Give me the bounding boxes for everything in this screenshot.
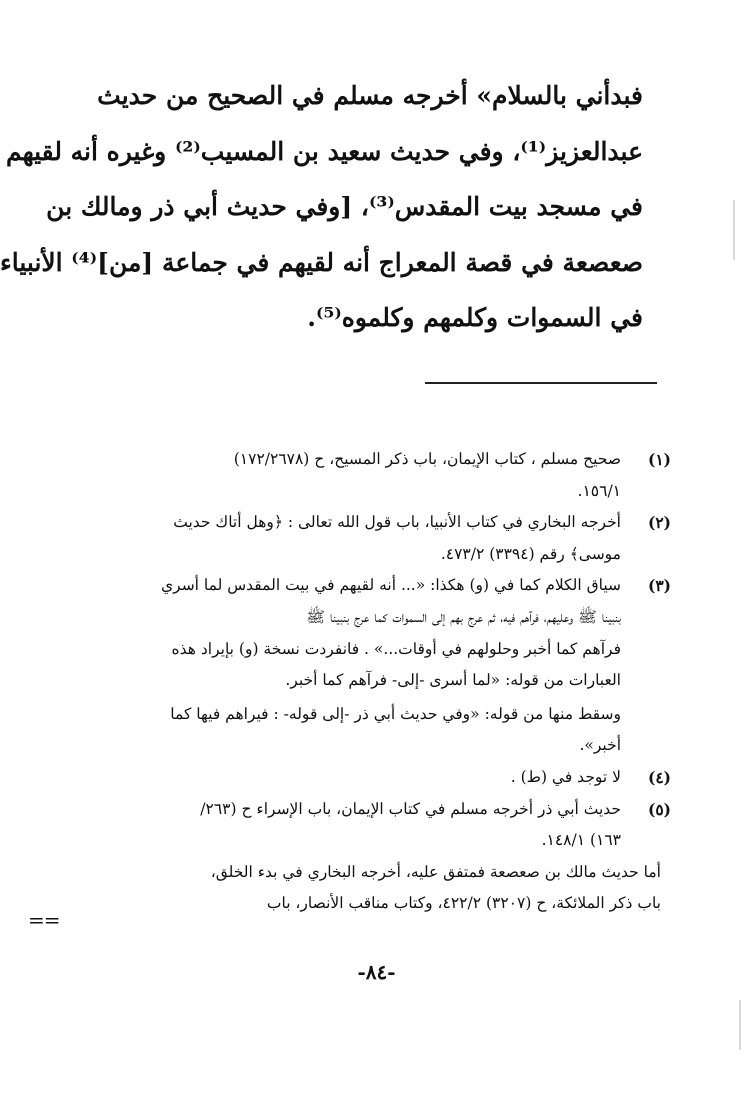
- footnote-4: [83, 762, 671, 794]
- footnote-continuation: [83, 857, 671, 920]
- footnote-1: [83, 444, 671, 507]
- main-text-line: في السموات وكلمهم وكلموه⁽⁵⁾.: [307, 303, 643, 332]
- footnote-line: العبارات من قوله: «لما أسرى -إلى- فرآهم كما أخبر.: [285, 671, 621, 690]
- continuation-line: أما حديث مالك بن صعصعة فمتفق عليه، أخرجه البخاري في بدء الخلق،: [210, 862, 661, 881]
- footnotes: [83, 444, 671, 920]
- continuation-marker: ==: [28, 908, 60, 932]
- footnote-line: موسى﴾ رقم (٣٣٩٤) ٤٧٣/٢.: [440, 544, 621, 563]
- scan-edge-mark: [733, 200, 735, 260]
- footnote-line: أخرجه البخاري في كتاب الأنبيا، باب قول الله تعالى : ﴿وهل أتاك حديث: [173, 513, 621, 532]
- footnote-line: سياق الكلام كما في (و) هكذا: «... أنه لقيهم في بيت المقدس لما أسري: [161, 576, 621, 595]
- main-text: [0, 68, 643, 346]
- footnote-line: لا توجد في (ط) .: [510, 767, 621, 786]
- footnote-line: أخبر».: [579, 736, 621, 755]
- main-text-line: فبدأني بالسلام» أخرجه مسلم في الصحيح من حديث: [97, 81, 643, 110]
- main-text-line: عبدالعزيز⁽¹⁾، وفي حديث سعيد بن المسيب⁽²⁾ وغيره أنه لقيهم: [5, 136, 643, 166]
- continuation-line: باب ذكر الملائكة، ح (٣٢٠٧) ٤٢٢/٢، وكتاب مناقب الأنصار، باب: [266, 894, 661, 913]
- footnote-line: ١٥٦/١.: [577, 481, 621, 500]
- footnote-line: ١٦٣) ١٤٨/١.: [541, 831, 621, 850]
- footnote-separator: [425, 382, 657, 384]
- main-text-line: صعصعة في قصة المعراج أنه لقيهم في جماعة [من]⁽⁴⁾ الأنبياء: [0, 247, 643, 277]
- footnote-line: حديث أبي ذر أخرجه مسلم في كتاب الإيمان، باب الإسراء ح (٢٦٣/: [200, 799, 621, 818]
- page-number: -٨٤-: [357, 960, 396, 984]
- footnote-line: فرآهم كما أخبر وحلولهم في أوقات...» . فانفردت نسخة (و) بإيراد هذه: [171, 639, 621, 658]
- footnote-number: (٤): [647, 767, 671, 787]
- footnote-number: (٣): [647, 576, 671, 596]
- footnote-number: (٥): [647, 799, 671, 819]
- footnote-line: بنبينا ﷺ وعليهم، فرآهم فيه، ثم عرج بهم إلى السموات كما عرج بنبينا ﷺ: [306, 607, 621, 626]
- footnote-2: [83, 507, 671, 570]
- footnote-number: (١): [647, 450, 671, 469]
- footnote-line: صحيح مسلم ، كتاب الإيمان، باب ذكر المسيح، ح (١٧٢/٢٦٧٨): [233, 450, 621, 468]
- footnote-5: [83, 794, 671, 857]
- footnote-line: وسقط منها من قوله: «وفي حديث أبي ذر -إلى قوله- : فيراهم فيها كما: [170, 704, 621, 723]
- footnote-number: (٢): [647, 513, 671, 533]
- scan-edge-mark: [739, 1000, 741, 1050]
- footnote-3: [83, 570, 671, 762]
- main-text-line: في مسجد بيت المقدس⁽³⁾، [وفي حديث أبي ذر ومالك بن: [46, 192, 643, 221]
